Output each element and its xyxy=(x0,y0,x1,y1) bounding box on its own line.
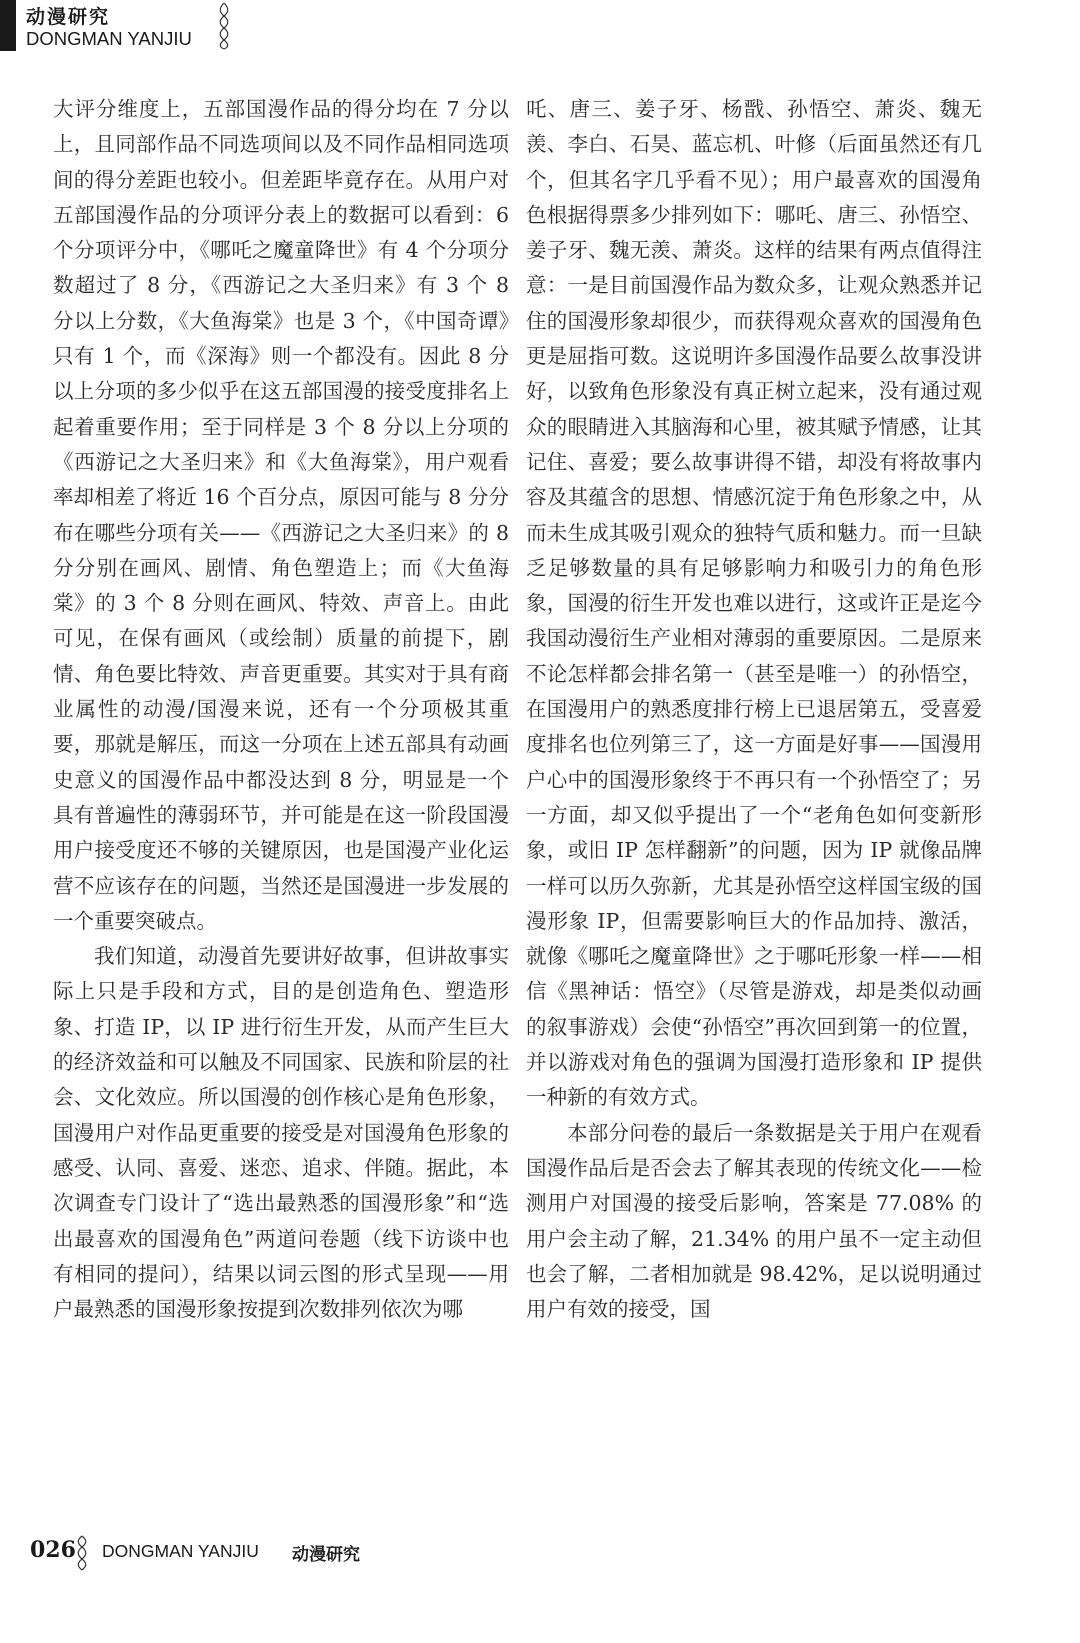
paragraph: 本部分问卷的最后一条数据是关于用户在观看国漫作品后是否会去了解其表现的传统文化——检测用户对国漫的接受后影响，答案是 77.08% 的用户会主动了解，21.34% 的用户虽不一定主动但也会了解，二者相加就是 98.42%，足以说明通过用户有效的接受，国 xyxy=(526,1120,982,1322)
running-footer xyxy=(30,1535,430,1571)
paragraph: 吒、唐三、姜子牙、杨戬、孙悟空、萧炎、魏无羡、李白、石昊、蓝忘机、叶修（后面虽然还有几个，但其名字几乎看不见）；用户最喜欢的国漫角色根据得票多少排列如下：哪吒、唐三、孙悟空、姜子牙、魏无羡、萧炎。这样的结果有两点值得注意：一是目前国漫作品为数众多，让观众熟悉并记住的国漫形象却很少，而获得观众喜欢的国漫角色更是屈指可数。这说明许多国漫作品要么故事没讲好，以致角色形象没有真正树立起来，没有通过观众的眼睛进入其脑海和心里，被其赋予情感，让其记住、喜爱；要么故事讲得不错，却没有将故事内容及其蕴含的思想、情感沉淀于角色形象之中，从而未生成其吸引观众的独特气质和魅力。而一旦缺乏足够数量的具有足够影响力和吸引力的角色形象，国漫的衍生开发也难以进行，这或许正是迄今我国动漫衍生产业相对薄弱的重要原因。二是原来不论怎样都会排名第一（甚至是唯一）的孙悟空，在国漫用户的熟悉度排行榜上已退居第五，受喜爱度排名也位列第三了，这一方面是好事——国漫用户心中的国漫形象终于不再只有一个孙悟空了；另一方面，却又似乎提出了一个“老角色如何变新形象，或旧 IP 怎样翻新”的问题，因为 IP 就像品牌一样可以历久弥新，尤其是孙悟空这样国宝级的国漫形象 IP，但需要影响巨大的作品加持、激活，就像《哪吒之魔童降世》之于哪吒形象一样——相信《黑神话：悟空》（尽管是游戏，却是类似动画的叙事游戏）会使“孙悟空”再次回到第一的位置，并以游戏对角色的强调为国漫打造形象和 IP 提供一种新的有效方式。 xyxy=(526,97,982,1110)
paragraph: 大评分维度上，五部国漫作品的得分均在 7 分以上，且同部作品不同选项间以及不同作品相同选项间的得分差距也较小。但差距毕竟存在。从用户对五部国漫作品的分项评分表上的数据可以看到：6 个分项评分中，《哪吒之魔童降世》有 4 个分项分数超过了 8 分，《西游记之大圣归来》有 3 个 8 分以上分数，《大鱼海棠》也是 3 个，《中国奇谭》只有 1 个，而《深海》则一个都没有。因此 8 分以上分项的多少似乎在这五部国漫的接受度排名上起着重要作用；至于同样是 3 个 8 分以上分项的《西游记之大圣归来》和《大鱼海棠》，用户观看率却相差了将近 16 个百分点，原因可能与 8 分分布在哪些分项有关——《西游记之大圣归来》的 8 分分别在画风、剧情、角色塑造上；而《大鱼海棠》的 3 个 8 分则在画风、特效、声音上。由此可见，在保有画风（或绘制）质量的前提下，剧情、角色要比特效、声音更重要。其实对于具有商业属性的动漫/国漫来说，还有一个分项极其重要，那就是解压，而这一分项在上述五部具有动画史意义的国漫作品中都没达到 8 分，明显是一个具有普遍性的薄弱环节，并可能是在这一阶段国漫用户接受度还不够的关键原因，也是国漫产业化运营不应该存在的问题，当然还是国漫进一步发展的一个重要突破点。 xyxy=(53,97,509,933)
footer-journal-title-en: DONGMAN YANJIU xyxy=(102,1541,259,1561)
right-text-column xyxy=(526,92,982,1327)
page-number: 026 xyxy=(30,1537,76,1563)
header-journal-title-cn: 动漫研究 xyxy=(26,6,111,28)
footer-ornament-icon xyxy=(76,1535,88,1571)
running-header xyxy=(0,0,260,56)
header-black-bar xyxy=(0,0,16,51)
footer-journal-title-cn: 动漫研究 xyxy=(292,1545,360,1565)
header-journal-title-en: DONGMAN YANJIU xyxy=(26,28,192,49)
header-ornament-icon xyxy=(218,2,230,50)
paragraph: 我们知道，动漫首先要讲好故事，但讲故事实际上只是手段和方式，目的是创造角色、塑造形象、打造 IP，以 IP 进行衍生开发，从而产生巨大的经济效益和可以触及不同国家、民族和阶层的社会、文化效应。所以国漫的创作核心是角色形象，国漫用户对作品更重要的接受是对国漫角色形象的感受、认同、喜爱、迷恋、追求、伴随。据此，本次调查专门设计了“选出最熟悉的国漫形象”和“选出最喜欢的国漫角色”两道问卷题（线下访谈中也有相同的提问），结果以词云图的形式呈现——用户最熟悉的国漫形象按提到次数排列依次为哪 xyxy=(53,944,509,1322)
left-text-column xyxy=(53,92,509,1327)
